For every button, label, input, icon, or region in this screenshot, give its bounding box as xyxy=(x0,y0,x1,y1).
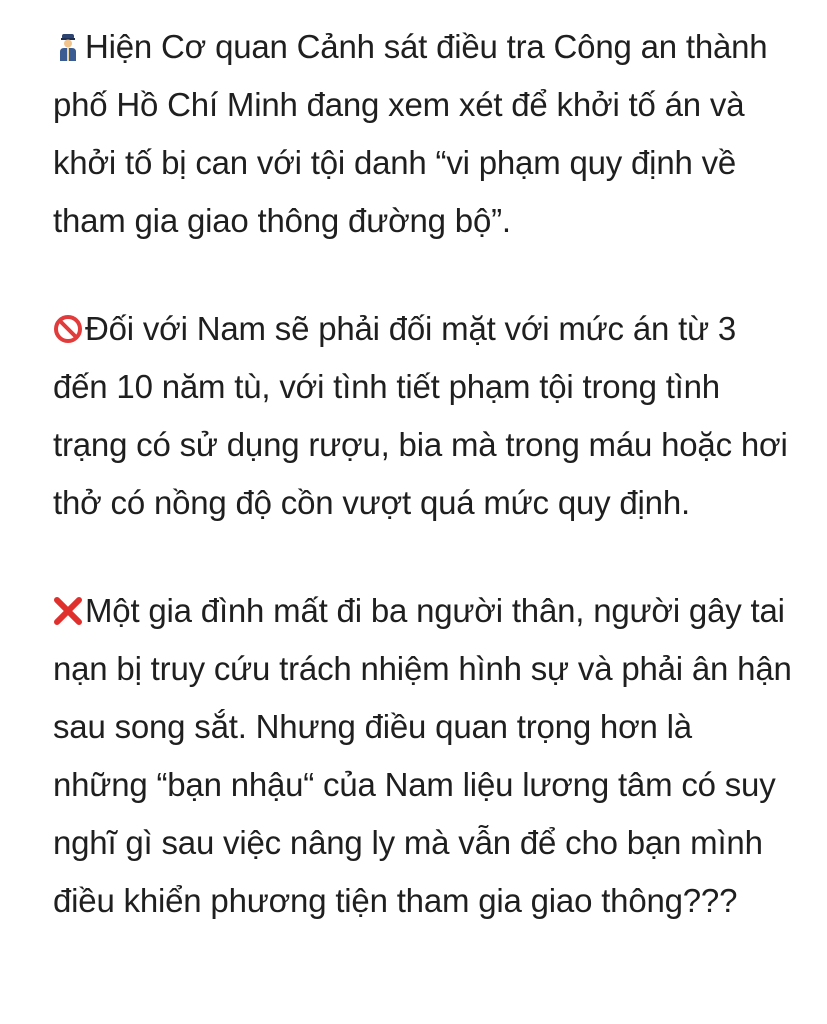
paragraph-text: Đối với Nam sẽ phải đối mặt với mức án từ 3 đến 10 năm tù, với tình tiết phạm tội trong tình trạng có sử dụng rượu, bia mà trong máu hoặc hơi thở có nồng độ cồn vượt quá mức quy định. xyxy=(53,310,788,521)
paragraph-sentence xyxy=(53,300,793,532)
paragraph-text: Một gia đình mất đi ba người thân, người gây tai nạn bị truy cứu trách nhiệm hình sự và phải ân hận sau song sắt. Nhưng điều quan trọng hơn là những “bạn nhậu“ của Nam liệu lương tâm có suy nghĩ gì sau việc nâng ly mà vẫn để cho bạn mình điều khiển phương tiện tham gia giao thông??? xyxy=(53,592,792,919)
paragraph-consequence xyxy=(53,582,793,930)
post-content xyxy=(53,18,793,930)
police-officer-icon xyxy=(53,32,83,62)
cross-mark-icon xyxy=(53,596,83,626)
prohibited-icon xyxy=(53,314,83,344)
paragraph-text: Hiện Cơ quan Cảnh sát điều tra Công an thành phố Hồ Chí Minh đang xem xét để khởi tố án và khởi tố bị can với tội danh “vi phạm quy định về tham gia giao thông đường bộ”. xyxy=(53,28,768,239)
paragraph-investigation xyxy=(53,18,793,250)
